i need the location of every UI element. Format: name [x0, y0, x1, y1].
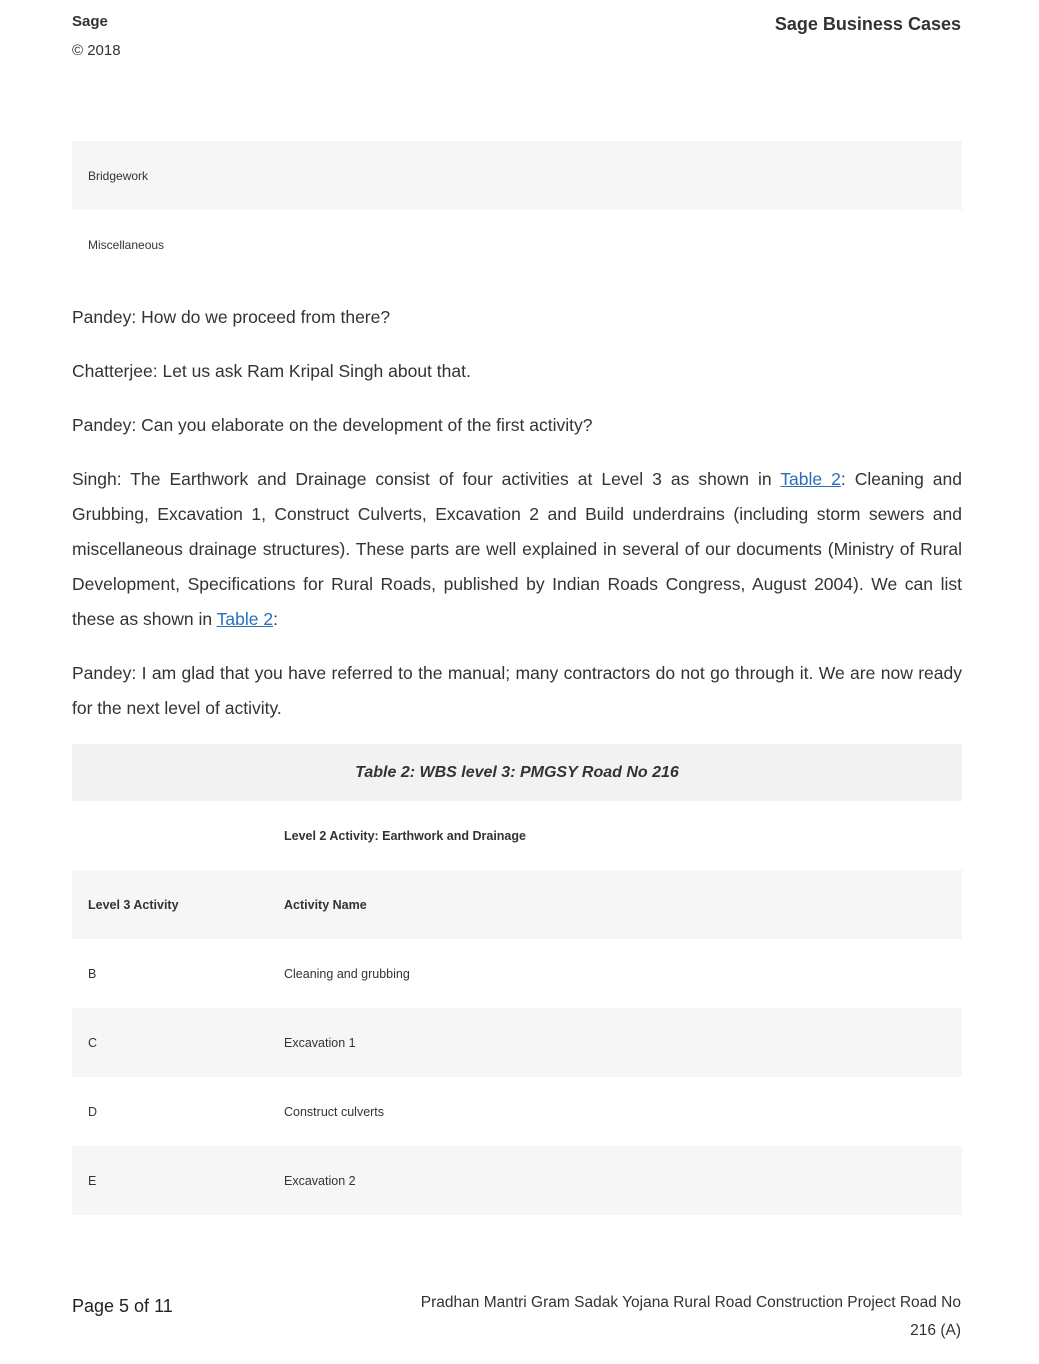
case-title: Pradhan Mantri Gram Sadak Yojana Rural Road Construction Project Road No 216 (A)	[420, 1294, 961, 1339]
copyright-notice: © 2018	[72, 42, 121, 59]
table-row	[72, 1008, 962, 1077]
collection-title: Sage Business Cases	[774, 14, 961, 34]
paragraph-text: : Cleaning and Grubbing, Excavation 1, Construct Culverts, Excavation 2 and Build underdrains (including storm sewers and miscellaneous drainage structures). These parts are well explained in several of our documents (Ministry of Rural Development, Specifications for Rural Roads, published by Indian Roads Congress, August 2004). We can list these as shown in	[72, 469, 962, 629]
table-row: Miscellaneous	[88, 237, 165, 252]
paragraph	[72, 462, 962, 637]
column-header: Level 3 Activity	[88, 897, 179, 912]
table-2-link[interactable]: Table 2	[780, 469, 841, 489]
table-2-link[interactable]: Table 2	[216, 609, 274, 629]
paragraph: Pandey: How do we proceed from there?	[72, 307, 391, 327]
activity-name: Cleaning and grubbing	[284, 966, 410, 981]
table-row	[72, 939, 962, 1008]
activity-name: Excavation 2	[284, 1173, 356, 1188]
continued-table	[72, 141, 962, 279]
table-caption: Table 2: WBS level 3: PMGSY Road No 216	[72, 744, 962, 801]
wbs-table	[72, 744, 962, 1215]
paragraph: Pandey: I am glad that you have referred to the manual; many contractors do not go through it. We are now ready for the next level of activity.	[72, 663, 962, 718]
publisher-name: Sage	[72, 13, 108, 30]
header-left	[72, 12, 121, 61]
paragraph: Pandey: Can you elaborate on the development of the first activity?	[72, 415, 593, 435]
page-number: Page 5 of 11	[72, 1296, 173, 1316]
table-header-row	[72, 870, 962, 939]
activity-code: C	[88, 1035, 98, 1050]
column-header: Activity Name	[284, 897, 367, 912]
table-row	[72, 1146, 962, 1215]
paragraph: Chatterjee: Let us ask Ram Kripal Singh about that.	[72, 361, 471, 381]
level2-label: Level 2 Activity: Earthwork and Drainage	[284, 828, 526, 843]
level2-row	[72, 801, 962, 870]
activity-code: D	[88, 1104, 98, 1119]
activity-name: Construct culverts	[284, 1104, 385, 1119]
table-row: Bridgework	[72, 141, 962, 210]
activity-name: Excavation 1	[284, 1035, 356, 1050]
activity-code: E	[88, 1173, 97, 1188]
table-row	[72, 1077, 962, 1146]
paragraph-text: Singh: The Earthwork and Drainage consist of four activities at Level 3 as shown in	[72, 469, 781, 489]
paragraph-text: :	[273, 609, 278, 629]
activity-code: B	[88, 966, 97, 981]
dialogue-text	[72, 300, 962, 745]
